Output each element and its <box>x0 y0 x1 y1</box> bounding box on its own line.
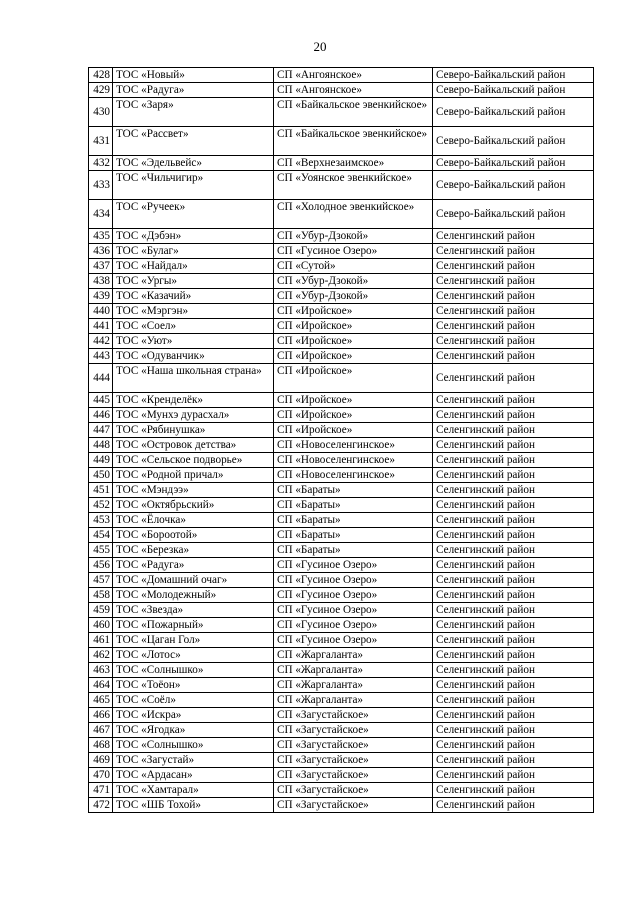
row-number: 441 <box>89 319 113 334</box>
tos-name: ТОС «Искра» <box>113 708 274 723</box>
tos-name: ТОС «Соел» <box>113 319 274 334</box>
row-number: 450 <box>89 468 113 483</box>
tos-name: ТОС «Звезда» <box>113 603 274 618</box>
district-name: Селенгинский район <box>433 423 594 438</box>
district-name: Северо-Байкальский район <box>433 200 594 229</box>
row-number: 437 <box>89 259 113 274</box>
district-name: Селенгинский район <box>433 289 594 304</box>
district-name: Северо-Байкальский район <box>433 156 594 171</box>
settlement-name: СП «Загустайское» <box>274 783 433 798</box>
tos-name: ТОС «Домашний очаг» <box>113 573 274 588</box>
district-name: Селенгинский район <box>433 319 594 334</box>
table-row <box>89 528 594 543</box>
row-number: 458 <box>89 588 113 603</box>
district-name: Селенгинский район <box>433 618 594 633</box>
district-name: Селенгинский район <box>433 768 594 783</box>
table-row <box>89 708 594 723</box>
tos-name: ТОС «Мэргэн» <box>113 304 274 319</box>
settlement-name: СП «Сутой» <box>274 259 433 274</box>
settlement-name: СП «Жаргаланта» <box>274 693 433 708</box>
tos-name: ТОС «Островок детства» <box>113 438 274 453</box>
tos-name: ТОС «Эдельвейс» <box>113 156 274 171</box>
table-row <box>89 259 594 274</box>
settlement-name: СП «Загустайское» <box>274 723 433 738</box>
table-row <box>89 274 594 289</box>
settlement-name: СП «Байкальское эвенкийское» <box>274 98 433 127</box>
settlement-name: СП «Иройское» <box>274 364 433 393</box>
district-name: Селенгинский район <box>433 229 594 244</box>
tos-name: ТОС «Родной причал» <box>113 468 274 483</box>
row-number: 462 <box>89 648 113 663</box>
row-number: 472 <box>89 798 113 813</box>
tos-name: ТОС «Мэндээ» <box>113 483 274 498</box>
tos-name: ТОС «Солнышко» <box>113 738 274 753</box>
tos-name: ТОС «Ёлочка» <box>113 513 274 528</box>
tos-name: ТОС «Цаган Гол» <box>113 633 274 648</box>
tos-name: ТОС «Сельское подворье» <box>113 453 274 468</box>
district-name: Селенгинский район <box>433 738 594 753</box>
row-number: 453 <box>89 513 113 528</box>
row-number: 435 <box>89 229 113 244</box>
settlement-name: СП «Гусиное Озеро» <box>274 603 433 618</box>
district-name: Селенгинский район <box>433 663 594 678</box>
settlement-name: СП «Гусиное Озеро» <box>274 244 433 259</box>
row-number: 463 <box>89 663 113 678</box>
district-name: Селенгинский район <box>433 259 594 274</box>
settlement-name: СП «Гусиное Озеро» <box>274 588 433 603</box>
row-number: 433 <box>89 171 113 200</box>
settlement-name: СП «Иройское» <box>274 334 433 349</box>
tos-name: ТОС «Новый» <box>113 68 274 83</box>
district-name: Селенгинский район <box>433 244 594 259</box>
tos-table <box>88 67 594 813</box>
tos-name: ТОС «Березка» <box>113 543 274 558</box>
table-row <box>89 171 594 200</box>
settlement-name: СП «Убур-Дзокой» <box>274 274 433 289</box>
table-row <box>89 603 594 618</box>
district-name: Селенгинский район <box>433 453 594 468</box>
row-number: 444 <box>89 364 113 393</box>
tos-name: ТОС «Ардасан» <box>113 768 274 783</box>
row-number: 431 <box>89 127 113 156</box>
tos-name: ТОС «Рябинушка» <box>113 423 274 438</box>
district-name: Селенгинский район <box>433 528 594 543</box>
table-row <box>89 349 594 364</box>
table-row <box>89 304 594 319</box>
settlement-name: СП «Гусиное Озеро» <box>274 558 433 573</box>
row-number: 468 <box>89 738 113 753</box>
row-number: 465 <box>89 693 113 708</box>
table-row <box>89 738 594 753</box>
table-row <box>89 648 594 663</box>
district-name: Селенгинский район <box>433 304 594 319</box>
tos-name: ТОС «Радуга» <box>113 558 274 573</box>
settlement-name: СП «Гусиное Озеро» <box>274 573 433 588</box>
settlement-name: СП «Новоселенгинское» <box>274 453 433 468</box>
district-name: Селенгинский район <box>433 678 594 693</box>
tos-name: ТОС «Ручеек» <box>113 200 274 229</box>
district-name: Селенгинский район <box>433 783 594 798</box>
row-number: 429 <box>89 83 113 98</box>
settlement-name: СП «Иройское» <box>274 349 433 364</box>
row-number: 452 <box>89 498 113 513</box>
table-row <box>89 663 594 678</box>
district-name: Селенгинский район <box>433 543 594 558</box>
row-number: 455 <box>89 543 113 558</box>
table-row <box>89 693 594 708</box>
settlement-name: СП «Гусиное Озеро» <box>274 618 433 633</box>
settlement-name: СП «Холодное эвенкийское» <box>274 200 433 229</box>
table-row <box>89 98 594 127</box>
district-name: Селенгинский район <box>433 438 594 453</box>
district-name: Селенгинский район <box>433 274 594 289</box>
district-name: Северо-Байкальский район <box>433 171 594 200</box>
settlement-name: СП «Бараты» <box>274 543 433 558</box>
district-name: Селенгинский район <box>433 648 594 663</box>
row-number: 436 <box>89 244 113 259</box>
table-row <box>89 723 594 738</box>
table-row <box>89 633 594 648</box>
row-number: 464 <box>89 678 113 693</box>
district-name: Селенгинский район <box>433 558 594 573</box>
tos-name: ТОС «Заря» <box>113 98 274 127</box>
tos-name: ТОС «Радуга» <box>113 83 274 98</box>
table-row <box>89 798 594 813</box>
settlement-name: СП «Иройское» <box>274 319 433 334</box>
page-number: 20 <box>313 39 327 54</box>
settlement-name: СП «Убур-Дзокой» <box>274 229 433 244</box>
row-number: 454 <box>89 528 113 543</box>
district-name: Селенгинский район <box>433 408 594 423</box>
table-row <box>89 483 594 498</box>
settlement-name: СП «Иройское» <box>274 304 433 319</box>
district-name: Селенгинский район <box>433 483 594 498</box>
table-row <box>89 334 594 349</box>
table-row <box>89 229 594 244</box>
settlement-name: СП «Ангоянское» <box>274 83 433 98</box>
settlement-name: СП «Иройское» <box>274 423 433 438</box>
district-name: Селенгинский район <box>433 349 594 364</box>
tos-name: ТОС «Рассвет» <box>113 127 274 156</box>
tos-name: ТОС «Бороотой» <box>113 528 274 543</box>
row-number: 460 <box>89 618 113 633</box>
settlement-name: СП «Загустайское» <box>274 798 433 813</box>
settlement-name: СП «Убур-Дзокой» <box>274 289 433 304</box>
row-number: 446 <box>89 408 113 423</box>
table-row <box>89 319 594 334</box>
tos-name: ТОС «Ургы» <box>113 274 274 289</box>
table-row <box>89 83 594 98</box>
district-name: Селенгинский район <box>433 498 594 513</box>
district-name: Селенгинский район <box>433 364 594 393</box>
settlement-name: СП «Верхнезаимское» <box>274 156 433 171</box>
settlement-name: СП «Загустайское» <box>274 753 433 768</box>
district-name: Селенгинский район <box>433 513 594 528</box>
row-number: 443 <box>89 349 113 364</box>
table-row <box>89 588 594 603</box>
tos-name: ТОС «Октябрьский» <box>113 498 274 513</box>
settlement-name: СП «Бараты» <box>274 528 433 543</box>
table-row <box>89 438 594 453</box>
tos-name: ТОС «Чильчигир» <box>113 171 274 200</box>
district-name: Селенгинский район <box>433 603 594 618</box>
table-row <box>89 678 594 693</box>
tos-name: ТОС «Хамтарал» <box>113 783 274 798</box>
settlement-name: СП «Загустайское» <box>274 708 433 723</box>
table-row <box>89 768 594 783</box>
settlement-name: СП «Бараты» <box>274 483 433 498</box>
tos-name: ТОС «Одуванчик» <box>113 349 274 364</box>
tos-name: ТОС «Мунхэ дурасхал» <box>113 408 274 423</box>
tos-name: ТОС «Пожарный» <box>113 618 274 633</box>
table-row <box>89 127 594 156</box>
row-number: 451 <box>89 483 113 498</box>
settlement-name: СП «Иройское» <box>274 393 433 408</box>
settlement-name: СП «Загустайское» <box>274 768 433 783</box>
settlement-name: СП «Байкальское эвенкийское» <box>274 127 433 156</box>
district-name: Северо-Байкальский район <box>433 68 594 83</box>
table-row <box>89 244 594 259</box>
tos-name: ТОС «Загустай» <box>113 753 274 768</box>
table-row <box>89 573 594 588</box>
row-number: 466 <box>89 708 113 723</box>
district-name: Селенгинский район <box>433 753 594 768</box>
settlement-name: СП «Ангоянское» <box>274 68 433 83</box>
settlement-name: СП «Загустайское» <box>274 738 433 753</box>
settlement-name: СП «Жаргаланта» <box>274 663 433 678</box>
table-row <box>89 618 594 633</box>
district-name: Селенгинский район <box>433 468 594 483</box>
table-row <box>89 783 594 798</box>
row-number: 434 <box>89 200 113 229</box>
tos-name: ТОС «Лотос» <box>113 648 274 663</box>
tos-name: ТОС «Тоёон» <box>113 678 274 693</box>
district-name: Селенгинский район <box>433 633 594 648</box>
table-row <box>89 558 594 573</box>
district-name: Селенгинский район <box>433 334 594 349</box>
tos-name: ТОС «Солнышко» <box>113 663 274 678</box>
table-row <box>89 513 594 528</box>
tos-name: ТОС «Дэбэн» <box>113 229 274 244</box>
row-number: 430 <box>89 98 113 127</box>
row-number: 469 <box>89 753 113 768</box>
tos-name: ТОС «Уют» <box>113 334 274 349</box>
table-row <box>89 156 594 171</box>
district-name: Селенгинский район <box>433 573 594 588</box>
tos-table-body <box>89 68 594 813</box>
table-row <box>89 68 594 83</box>
district-name: Селенгинский район <box>433 693 594 708</box>
table-row <box>89 408 594 423</box>
district-name: Селенгинский район <box>433 588 594 603</box>
row-number: 428 <box>89 68 113 83</box>
row-number: 456 <box>89 558 113 573</box>
row-number: 442 <box>89 334 113 349</box>
row-number: 445 <box>89 393 113 408</box>
row-number: 461 <box>89 633 113 648</box>
tos-name: ТОС «Булаг» <box>113 244 274 259</box>
table-row <box>89 200 594 229</box>
table-row <box>89 753 594 768</box>
table-row <box>89 289 594 304</box>
tos-name: ТОС «Найдал» <box>113 259 274 274</box>
row-number: 467 <box>89 723 113 738</box>
row-number: 457 <box>89 573 113 588</box>
row-number: 432 <box>89 156 113 171</box>
district-name: Селенгинский район <box>433 708 594 723</box>
table-row <box>89 364 594 393</box>
row-number: 440 <box>89 304 113 319</box>
table-row <box>89 543 594 558</box>
district-name: Северо-Байкальский район <box>433 127 594 156</box>
row-number: 439 <box>89 289 113 304</box>
settlement-name: СП «Жаргаланта» <box>274 648 433 663</box>
district-name: Селенгинский район <box>433 798 594 813</box>
row-number: 448 <box>89 438 113 453</box>
table-row <box>89 423 594 438</box>
settlement-name: СП «Гусиное Озеро» <box>274 633 433 648</box>
settlement-name: СП «Жаргаланта» <box>274 678 433 693</box>
settlement-name: СП «Уоянское эвенкийское» <box>274 171 433 200</box>
row-number: 447 <box>89 423 113 438</box>
district-name: Селенгинский район <box>433 723 594 738</box>
tos-name: ТОС «Казачий» <box>113 289 274 304</box>
table-row <box>89 393 594 408</box>
district-name: Северо-Байкальский район <box>433 98 594 127</box>
table-row <box>89 468 594 483</box>
district-name: Селенгинский район <box>433 393 594 408</box>
row-number: 470 <box>89 768 113 783</box>
row-number: 438 <box>89 274 113 289</box>
tos-name: ТОС «Ягодка» <box>113 723 274 738</box>
district-name: Северо-Байкальский район <box>433 83 594 98</box>
settlement-name: СП «Новоселенгинское» <box>274 468 433 483</box>
table-row <box>89 498 594 513</box>
settlement-name: СП «Иройское» <box>274 408 433 423</box>
tos-name: ТОС «Соёл» <box>113 693 274 708</box>
tos-name: ТОС «Молодежный» <box>113 588 274 603</box>
row-number: 471 <box>89 783 113 798</box>
settlement-name: СП «Бараты» <box>274 498 433 513</box>
tos-name: ТОС «Наша школьная страна» <box>113 364 274 393</box>
row-number: 459 <box>89 603 113 618</box>
row-number: 449 <box>89 453 113 468</box>
settlement-name: СП «Бараты» <box>274 513 433 528</box>
settlement-name: СП «Новоселенгинское» <box>274 438 433 453</box>
tos-name: ТОС «ШБ Тохой» <box>113 798 274 813</box>
table-row <box>89 453 594 468</box>
tos-name: ТОС «Кренделёк» <box>113 393 274 408</box>
